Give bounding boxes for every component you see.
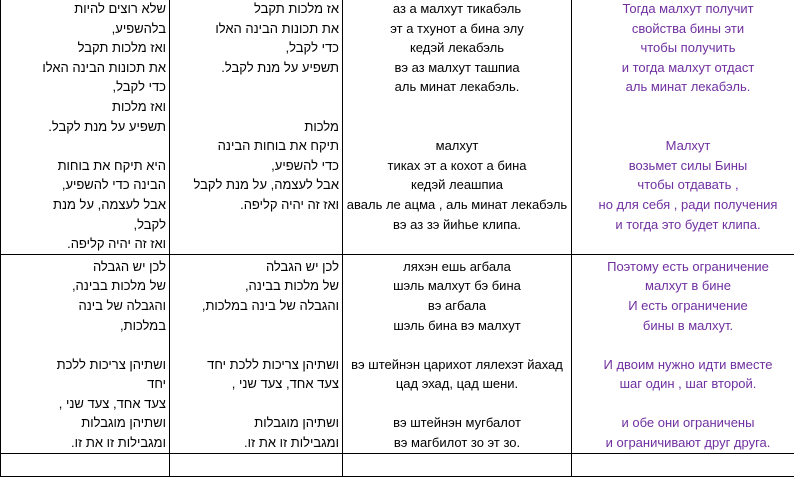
text-line: ושתיהן מוגבלות bbox=[173, 413, 339, 433]
empty-cell bbox=[170, 453, 343, 476]
text-line: של מלכות בבינה, bbox=[4, 276, 166, 296]
text-line: ואז זה יהיה קליפה. bbox=[173, 195, 339, 215]
text-line: вэ магбилот зо эт зо. bbox=[346, 433, 568, 453]
text-line: צעד אחד, צעד שני , bbox=[173, 374, 339, 394]
text-line: ואז מלכות תקבל bbox=[4, 38, 166, 58]
text-line: шэль бина вэ малхут bbox=[346, 316, 568, 336]
empty-cell bbox=[572, 453, 794, 476]
text-line: לכן יש הגבלה bbox=[4, 257, 166, 277]
text-line: вэ аз зэ йиһье клипа. bbox=[346, 215, 568, 235]
text-line: בלהשפיע, bbox=[4, 19, 166, 39]
text-line: Тогда малхут получит bbox=[575, 0, 794, 19]
text-line: Поэтому есть ограничение bbox=[575, 257, 794, 277]
text-line: аль минат лекабэль. bbox=[575, 77, 794, 97]
text-line: аль минат лекабэль. bbox=[346, 77, 568, 97]
text-line: и обе они ограничены bbox=[575, 413, 794, 433]
text-line: И двоим нужно идти вместе bbox=[575, 355, 794, 375]
text-line: שלא רוצים להיות bbox=[4, 0, 166, 19]
text-line: כדי לקבל, bbox=[4, 77, 166, 97]
text-line bbox=[575, 394, 794, 414]
hebrew-original-cell bbox=[1, 254, 170, 453]
text-line: כדי לקבל, bbox=[173, 38, 339, 58]
text-line: тиках эт а кохот а бина bbox=[346, 156, 568, 176]
hebrew-original-cell bbox=[1, 0, 170, 254]
text-line bbox=[173, 97, 339, 117]
text-line: מלכות bbox=[173, 117, 339, 137]
text-line: чтобы отдавать , bbox=[575, 175, 794, 195]
text-line bbox=[173, 394, 339, 414]
text-line: и ограничивают друг друга. bbox=[575, 433, 794, 453]
text-line: И есть ограничение bbox=[575, 296, 794, 316]
text-line: של מלכות בבינה, bbox=[173, 276, 339, 296]
text-line: את תכונות הבינה האלו bbox=[4, 58, 166, 78]
text-line: кедэй лекабэль bbox=[346, 38, 568, 58]
text-line: малхут в бине bbox=[575, 276, 794, 296]
text-line bbox=[346, 97, 568, 117]
text-line: и тогда малхут отдаст bbox=[575, 58, 794, 78]
text-line: אז מלכות תקבל bbox=[173, 0, 339, 19]
text-line: ואז זה יהיה קליפה. bbox=[4, 234, 166, 254]
text-line: Малхут bbox=[575, 136, 794, 156]
translation-cell bbox=[572, 254, 794, 453]
text-line bbox=[346, 117, 568, 137]
text-line: אבל לעצמה, על מנת bbox=[4, 195, 166, 215]
text-line: свойства бины эти bbox=[575, 19, 794, 39]
text-line: ושתיהן צריכות ללכת bbox=[4, 355, 166, 375]
text-line: шэль малхут бэ бина bbox=[346, 276, 568, 296]
text-line: чтобы получить bbox=[575, 38, 794, 58]
text-line: תיקח את בוחות הבינה bbox=[173, 136, 339, 156]
text-line: לכן יש הגבלה bbox=[173, 257, 339, 277]
text-line: במלכות, bbox=[4, 316, 166, 336]
text-line: кедэй леашпиа bbox=[346, 175, 568, 195]
text-line: תשפיע על מנת לקבל. bbox=[4, 117, 166, 137]
text-line: бины в малхут. bbox=[575, 316, 794, 336]
text-line bbox=[173, 335, 339, 355]
text-line: והגבלה של בינה bbox=[4, 296, 166, 316]
text-line bbox=[4, 136, 166, 156]
text-line: вэ аз малхут ташпиа bbox=[346, 58, 568, 78]
text-line: לקבל, bbox=[4, 215, 166, 235]
text-line: והגבלה של בינה במלכות, bbox=[173, 296, 339, 316]
text-line bbox=[575, 117, 794, 137]
text-line: и тогда это будет клипа. bbox=[575, 215, 794, 235]
translation-cell bbox=[572, 0, 794, 254]
table-row bbox=[1, 453, 794, 476]
table-row bbox=[1, 254, 794, 453]
text-line: но для себя , ради получения bbox=[575, 195, 794, 215]
empty-cell bbox=[1, 453, 170, 476]
text-line: יחד bbox=[4, 374, 166, 394]
text-line: צעד אחד, צעד שני , bbox=[4, 394, 166, 414]
text-line: эт а тхунот а бина элу bbox=[346, 19, 568, 39]
text-line: ляхэн ешь агбала bbox=[346, 257, 568, 277]
hebrew-phrases-cell bbox=[170, 254, 343, 453]
text-line: אבל לעצמה, על מנת לקבל bbox=[173, 175, 339, 195]
text-line: вэ штейнэн царихот лялехэт йахад bbox=[346, 355, 568, 375]
text-line: вэ штейнэн мугбалот bbox=[346, 413, 568, 433]
text-line: ומגבילות זו את זו. bbox=[173, 433, 339, 453]
text-line: ואז מלכות bbox=[4, 97, 166, 117]
transliteration-cell bbox=[343, 254, 572, 453]
text-line: ושתיהן צריכות ללכת יחד bbox=[173, 355, 339, 375]
text-line: аваль ле ацма , аль минат лекабэль bbox=[346, 195, 568, 215]
text-line: возьмет силы Бины bbox=[575, 156, 794, 176]
text-line: ושתיהן מוגבלות bbox=[4, 413, 166, 433]
text-line: תשפיע על מנת לקבל. bbox=[173, 58, 339, 78]
text-line: היא תיקח את בוחות bbox=[4, 156, 166, 176]
text-line bbox=[575, 335, 794, 355]
text-line: малхут bbox=[346, 136, 568, 156]
table-row bbox=[1, 0, 794, 254]
text-line: הבינה כדי להשפיע, bbox=[4, 175, 166, 195]
text-line bbox=[346, 394, 568, 414]
text-line: כדי להשפיע, bbox=[173, 156, 339, 176]
text-line: цад эхад, цад шени. bbox=[346, 374, 568, 394]
empty-cell bbox=[343, 453, 572, 476]
text-line: вэ агбала bbox=[346, 296, 568, 316]
text-line: шаг один , шаг второй. bbox=[575, 374, 794, 394]
text-line bbox=[173, 77, 339, 97]
hebrew-phrases-cell bbox=[170, 0, 343, 254]
text-line: ומגבילות זו את זו. bbox=[4, 433, 166, 453]
text-line: את תכונות הבינה האלו bbox=[173, 19, 339, 39]
text-line bbox=[346, 335, 568, 355]
text-line: аз а малхут тикабэль bbox=[346, 0, 568, 19]
text-line bbox=[575, 97, 794, 117]
text-line bbox=[4, 335, 166, 355]
text-line bbox=[173, 316, 339, 336]
transliteration-cell bbox=[343, 0, 572, 254]
